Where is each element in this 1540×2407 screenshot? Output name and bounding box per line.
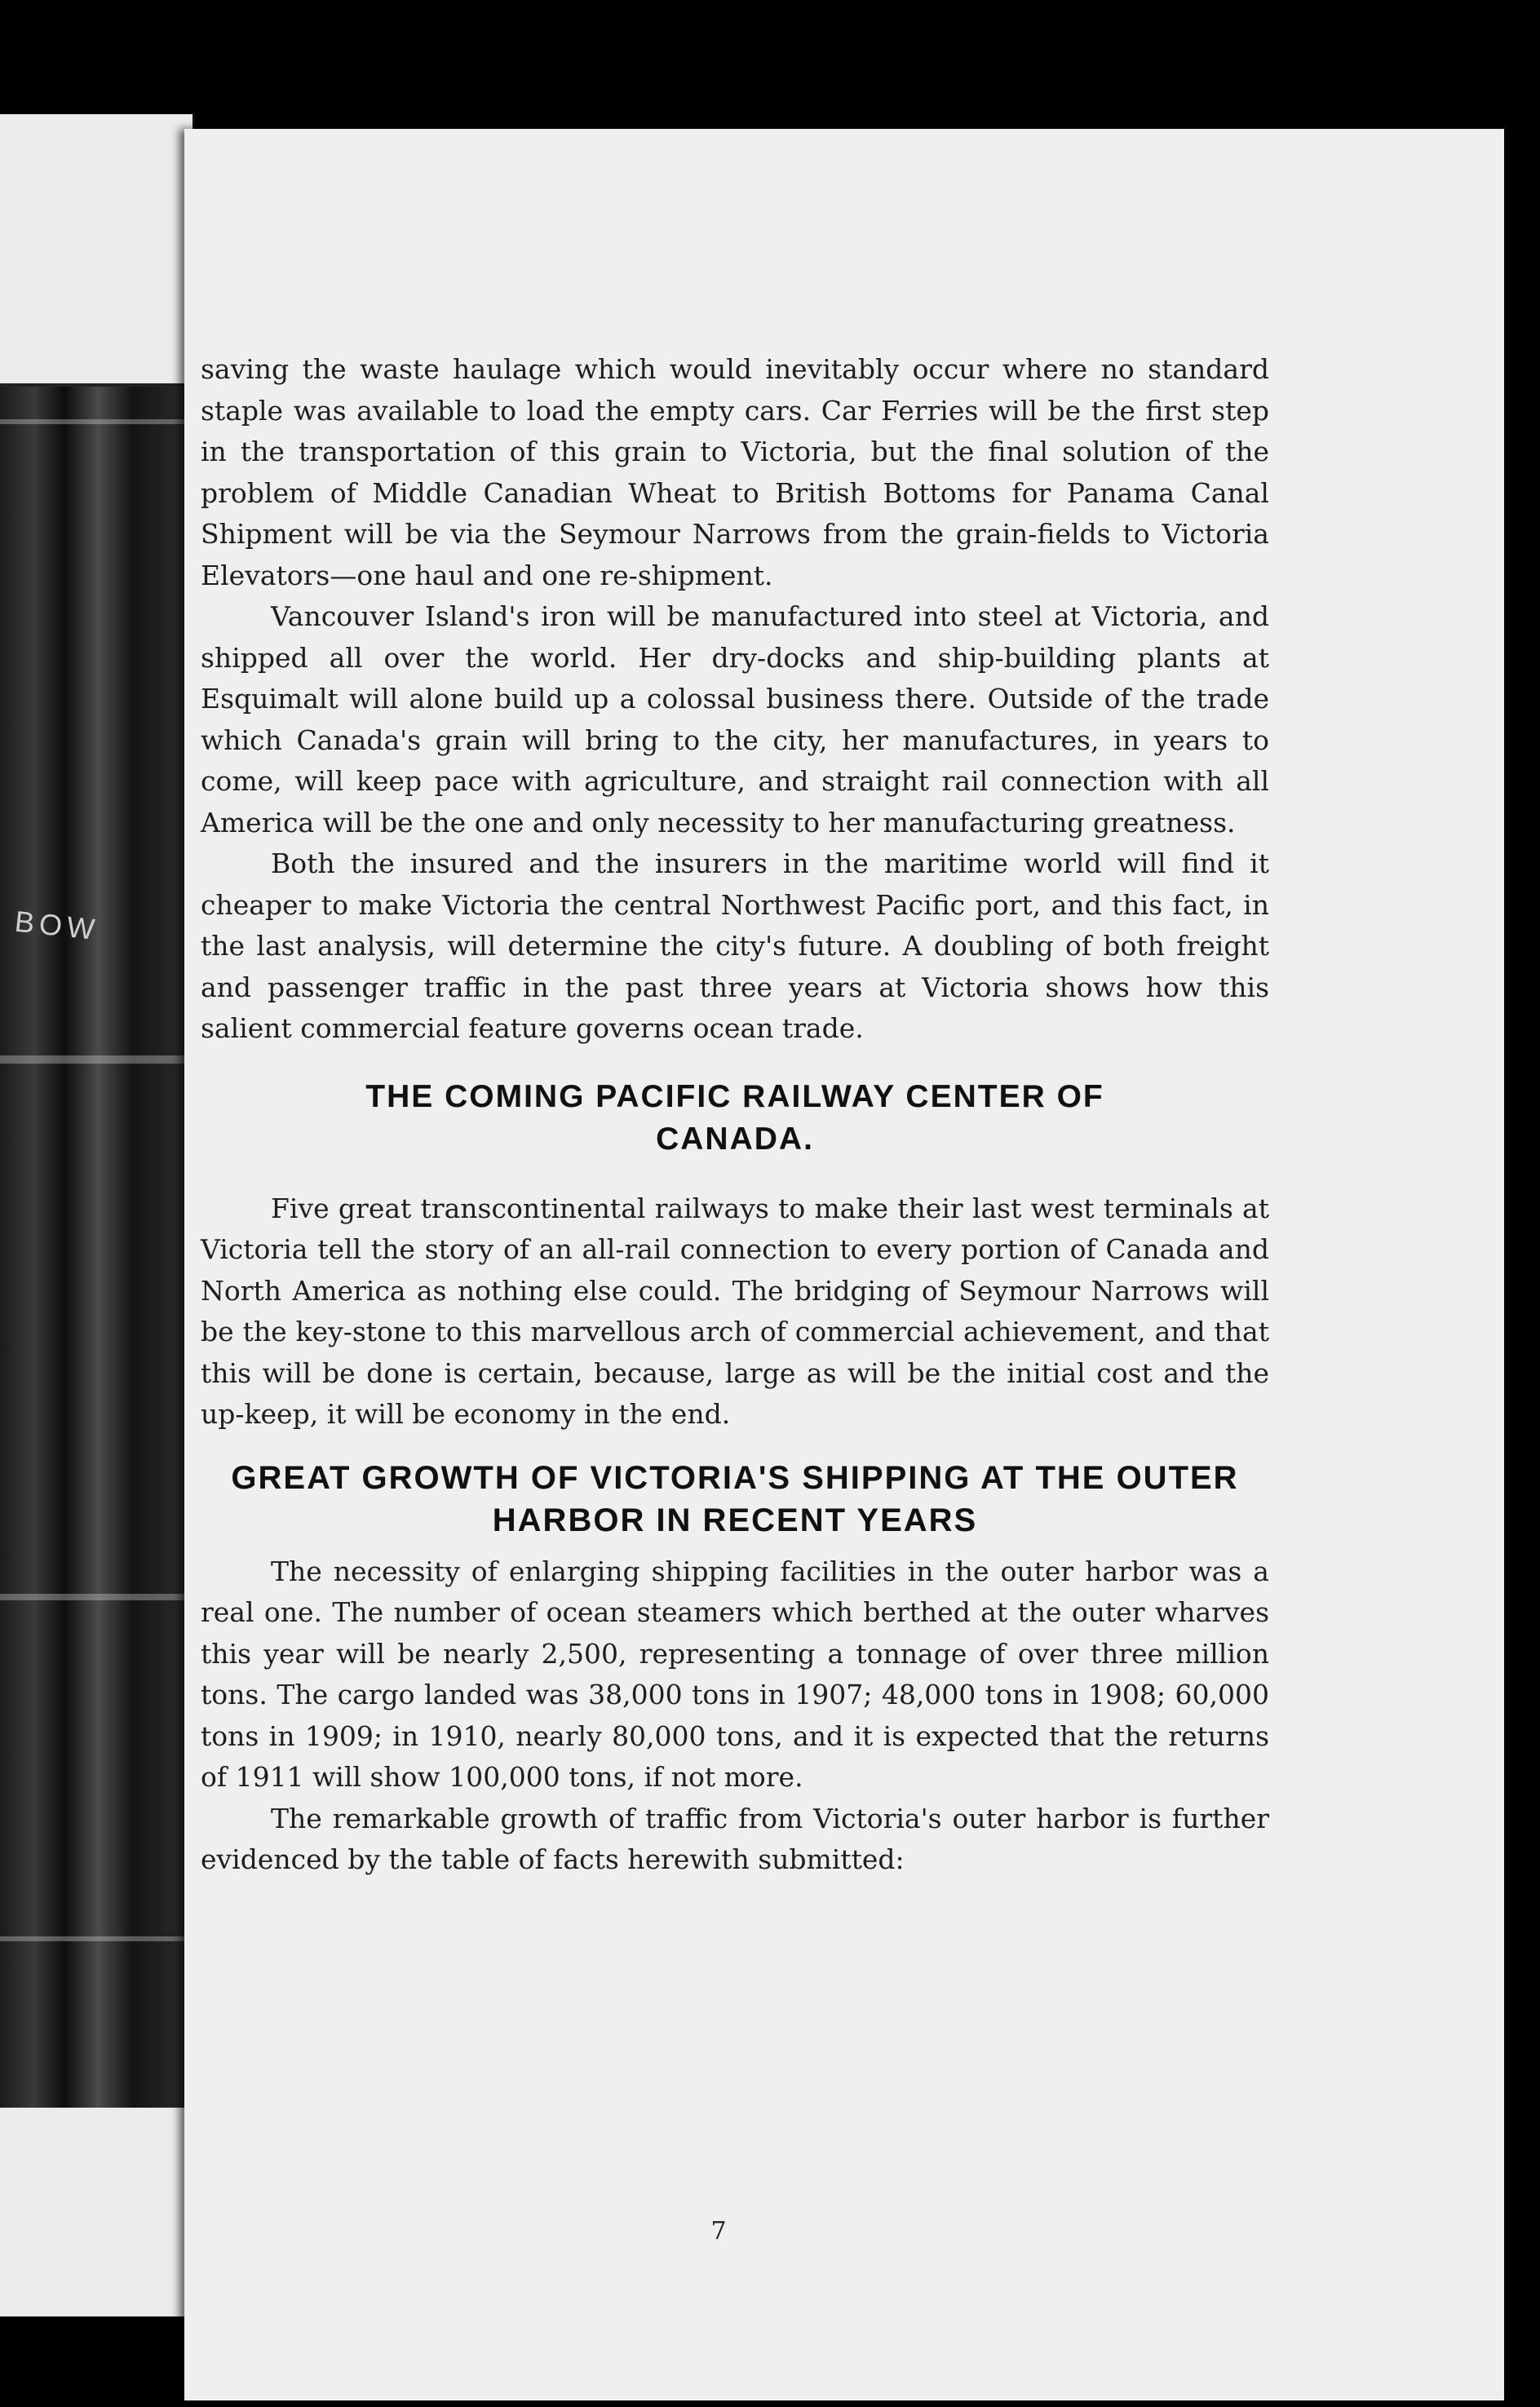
heading-shipping-growth: GREAT GROWTH OF VICTORIA'S SHIPPING AT THE OUTER HARBOR IN RECENT YEARS xyxy=(231,1459,1239,1538)
photo-caption-bow: BOW xyxy=(13,904,101,947)
photo-highlight xyxy=(0,1936,189,1941)
photo-highlight xyxy=(0,419,189,424)
document-page xyxy=(184,129,1504,2400)
text-column xyxy=(201,349,1269,1881)
heading-railway-center: THE COMING PACIFIC RAILWAY CENTER OF CANADA. xyxy=(365,1078,1104,1157)
paragraph-vancouver-iron: Vancouver Island's iron will be manufactured into steel at Victoria, and shipped all over the world. Her dry-docks and ship-building plants at Esquimalt will alone build up a colossal business there. Outside of the trade which Canada's grain will bring to the city, her manufactures, in years to come, will keep pace with agriculture, and straight rail connection with all America will be the one and only necessity to her manufacturing greatness. xyxy=(201,600,1269,838)
page-number: 7 xyxy=(710,2217,727,2246)
paragraph-continuation: saving the waste haulage which would inevitably occur where no standard staple was available to load the empty cars. Car Ferries will be the first step in the transportation of this grain to Victoria, but the final solution of the problem of Middle Canadian Wheat to British Bottoms for Panama Canal Shipment will be via the Seymour Narrows from the grain-fields to Victoria Elevators—one haul and one re-shipment. xyxy=(201,353,1269,591)
paragraph-insurers: Both the insured and the insurers in the maritime world will find it cheaper to make Victoria the central Northwest Pacific port, and this fact, in the last analysis, will determine the city's future. A doubling of both freight and passenger traffic in the past three years at Victoria shows how this salient commercial feature governs ocean trade. xyxy=(201,847,1269,1044)
facing-page xyxy=(0,114,195,2316)
paragraph-traffic-growth: The remarkable growth of traffic from Victoria's outer harbor is further evidenced by the table of facts herewith submitted: xyxy=(201,1802,1269,1875)
paragraph-shipping-facilities: The necessity of enlarging shipping facilities in the outer harbor was a real one. The number of ocean steamers which berthed at the outer wharves this year will be nearly 2,500, representing a tonnage of over three million tons. The cargo landed was 38,000 tons in 1907; 48,000 tons in 1908; 60,000 tons in 1909; in 1910, nearly 80,000 tons, and it is expected that the returns of 1911 will show 100,000 tons, if not more. xyxy=(201,1555,1269,1793)
ship-photograph xyxy=(0,383,189,2108)
photo-highlight xyxy=(0,1055,189,1064)
paragraph-railways: Five great transcontinental railways to make their last west terminals at Victoria tell the story of an all-rail connection to every portion of Canada and North America as nothing else could. The bridging of Seymour Narrows will be the key-stone to this marvellous arch of commercial achievement, and that this will be done is certain, because, large as will be the initial cost and the up-keep, it will be economy in the end. xyxy=(201,1192,1269,1430)
photo-highlight xyxy=(0,1594,189,1600)
